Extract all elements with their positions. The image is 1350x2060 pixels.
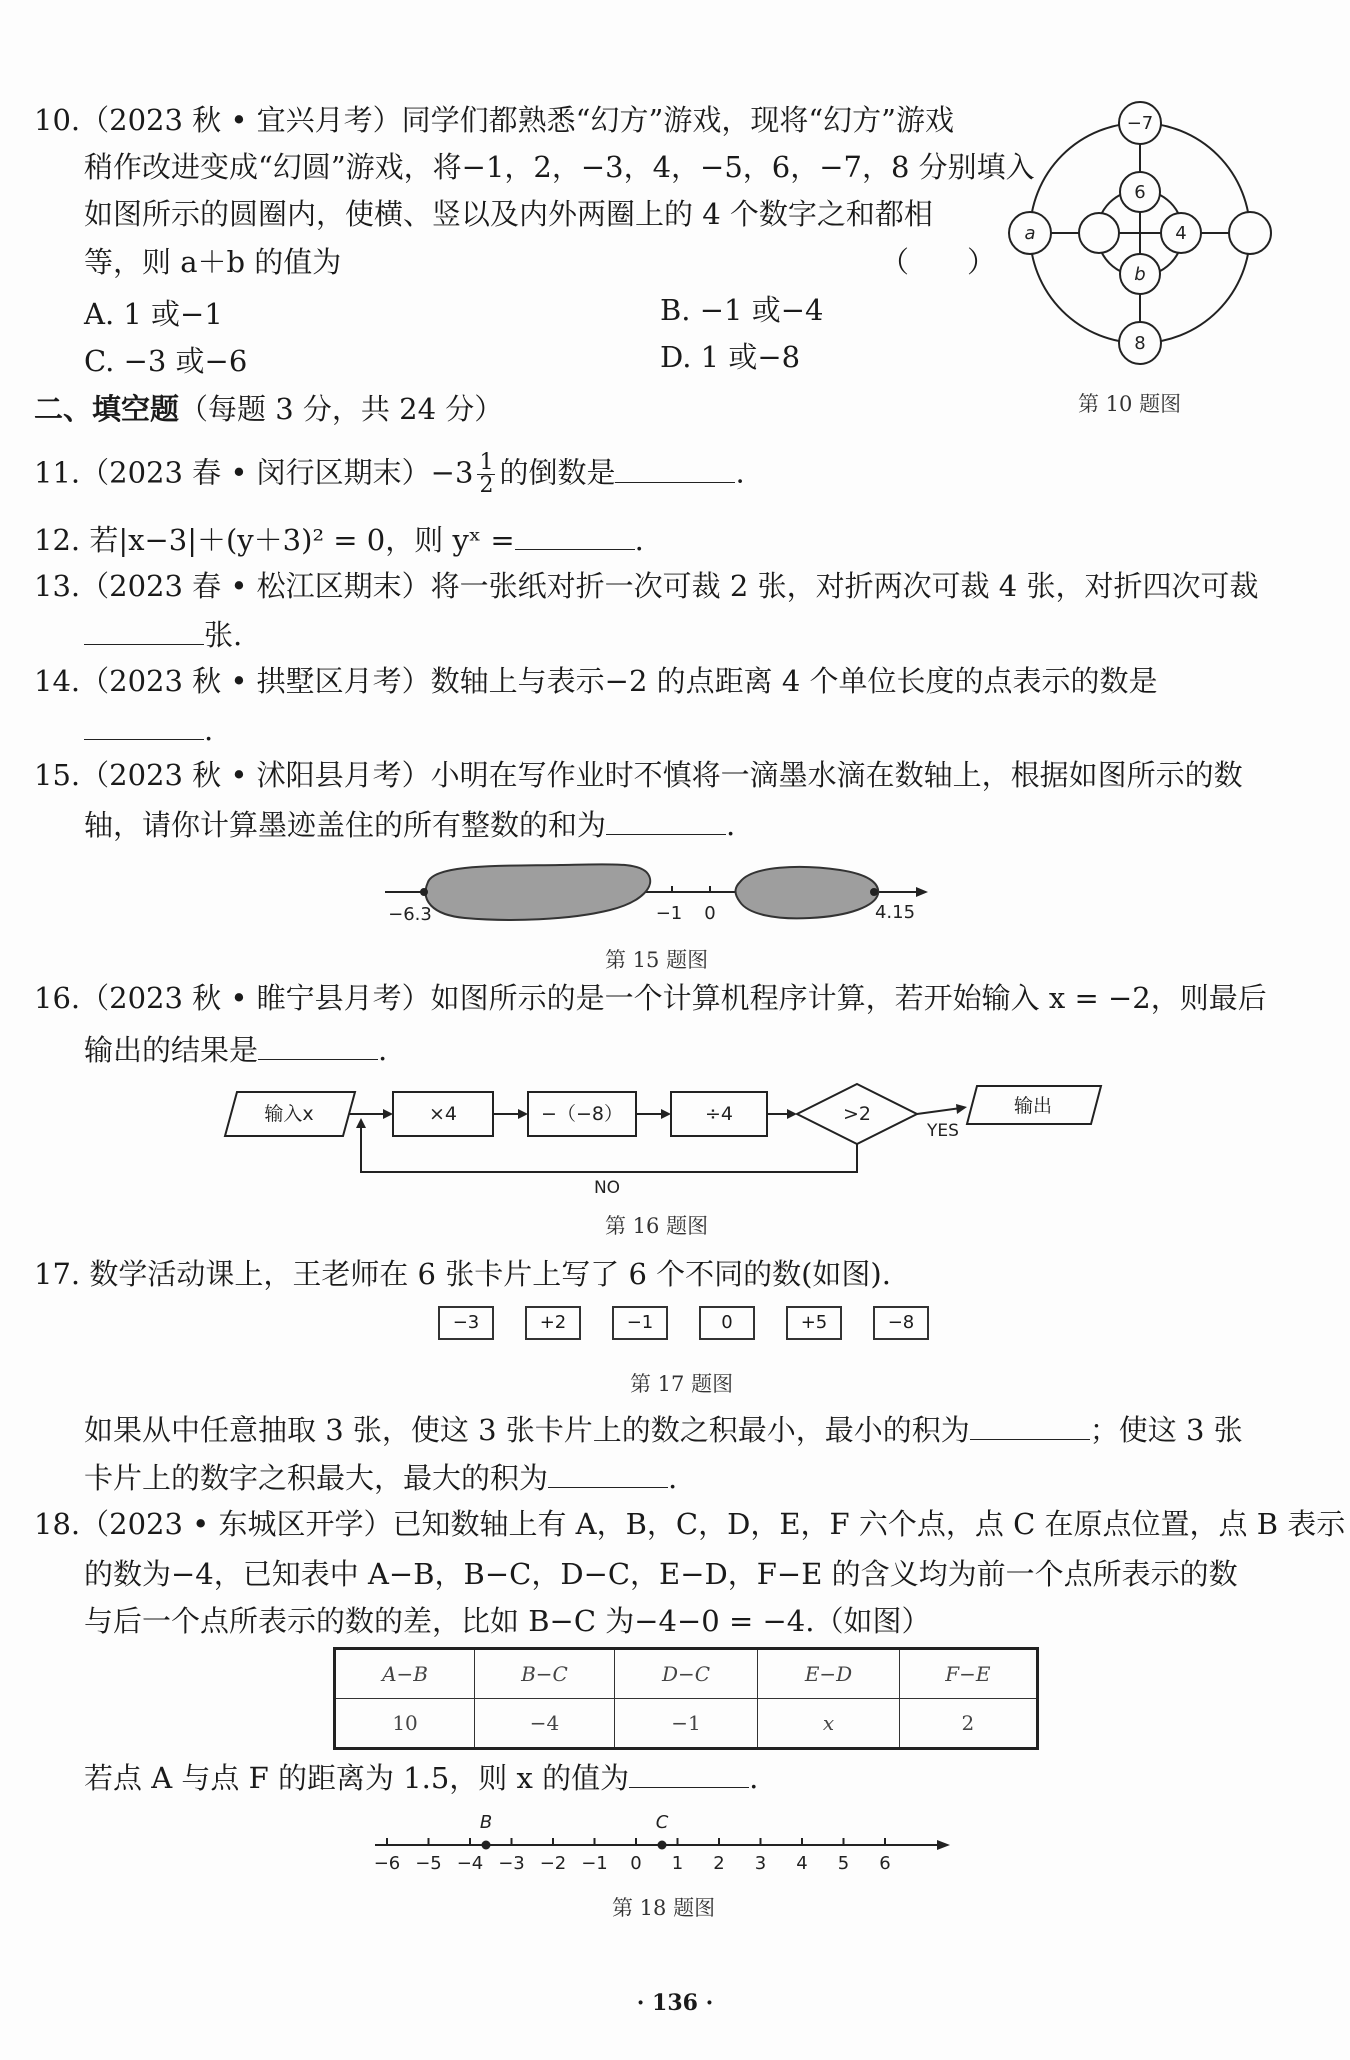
flow-step2-label: −（−8）	[541, 1103, 623, 1125]
section-note: （每题 3 分，共 24 分）	[179, 392, 504, 426]
axis-tick-label: 6	[879, 1853, 891, 1874]
q14-line-2	[84, 710, 213, 750]
ink-label-zero: 0	[704, 903, 716, 924]
flow-no-label: NO	[593, 1178, 621, 1198]
q11	[34, 452, 745, 497]
q10-option-b: B. −1 或−4	[660, 293, 824, 327]
ink-label-right: 4.15	[874, 902, 916, 923]
q10-line-3: 如图所示的圆圈内，使横、竖以及内外两圈上的 4 个数字之和都相	[84, 197, 933, 231]
q10-caption: 第 10 题图	[1078, 392, 1182, 416]
circle-bottom-label: 8	[1134, 333, 1146, 354]
q16-caption: 第 16 题图	[605, 1214, 709, 1238]
circle-top-label: −7	[1126, 113, 1154, 134]
q16-line-1: 16.（2023 秋 • 睢宁县月考）如图所示的是一个计算机程序计算，若开始输入 x = −2，则最后	[34, 981, 1267, 1015]
table-cell: 2	[899, 1699, 1037, 1749]
q10-line-4: 等，则 a＋b 的值为	[84, 245, 342, 279]
q16-text: 输出的结果是	[84, 1033, 259, 1067]
table-header-cell: E−D	[758, 1649, 900, 1699]
point-b-label: B	[479, 1812, 493, 1833]
ink-number-line	[380, 860, 940, 940]
q11-end: .	[735, 455, 745, 490]
axis-tick-label: 4	[796, 1853, 808, 1874]
axis-tick-label: 2	[713, 1853, 725, 1874]
q18-difference-table	[333, 1647, 1039, 1750]
point-c-label: C	[655, 1812, 669, 1833]
q17-end: .	[668, 1461, 678, 1495]
axis-tick-label: −5	[415, 1853, 442, 1874]
q11-frac-den: 2	[479, 473, 494, 498]
q12-answer-blank[interactable]	[515, 521, 635, 550]
q11-frac-num: 1	[479, 450, 494, 475]
q10-answer-paren: （ ）	[880, 245, 997, 279]
q10-option-d: D. 1 或−8	[660, 340, 801, 374]
table-header-cell: F−E	[899, 1649, 1037, 1699]
circle-right	[1229, 212, 1271, 254]
q17-caption: 第 17 题图	[630, 1372, 734, 1396]
axis-tick-label: −1	[581, 1853, 608, 1874]
axis-tick-label: −2	[539, 1853, 567, 1874]
q17-line-3	[84, 1458, 677, 1498]
section-title: 二、填空题	[34, 392, 180, 426]
q16-end: .	[378, 1033, 388, 1067]
q15-end: .	[726, 808, 736, 842]
q10-line-1: 10.（2023 秋 • 宜兴月考）同学们都熟悉“幻方”游戏，现将“幻方”游戏	[34, 103, 954, 137]
q18-text: 若点 A 与点 F 的距离为 1.5，则 x 的值为	[84, 1761, 630, 1795]
circle-inner-top-label: 6	[1134, 182, 1146, 203]
q18-number-line	[370, 1805, 970, 1885]
q17-text-b: ；使这 3 张	[1089, 1413, 1243, 1447]
q18-line-3: 与后一个点所表示的数的差，比如 B−C 为−4−0 = −4.（如图）	[84, 1604, 931, 1638]
q14-line-1: 14.（2023 秋 • 拱墅区月考）数轴上与表示−2 的点距离 4 个单位长度的点表示的数是	[34, 664, 1158, 698]
q12-end: .	[634, 523, 644, 557]
table-cell: −1	[614, 1699, 757, 1749]
q15-text: 轴，请你计算墨迹盖住的所有整数的和为	[84, 808, 607, 842]
axis-tick-label: −3	[498, 1853, 525, 1874]
flow-output-label: 输出	[1013, 1095, 1053, 1117]
table-cell: −4	[475, 1699, 615, 1749]
q11-suffix: 的倒数是	[499, 455, 616, 490]
q17-text-a: 如果从中任意抽取 3 张，使这 3 张卡片上的数之积最小，最小的积为	[84, 1413, 970, 1447]
program-flowchart	[215, 1080, 1115, 1200]
q13-line-1: 13.（2023 春 • 松江区期末）将一张纸对折一次可裁 2 张，对折两次可裁 4 张，对折四次可裁	[34, 569, 1259, 603]
axis-tick-label: −4	[456, 1853, 484, 1874]
circle-inner-right-label: 4	[1175, 223, 1187, 244]
q15-line-2	[84, 805, 735, 845]
q11-answer-blank[interactable]	[615, 454, 735, 483]
number-card: +5	[786, 1306, 842, 1340]
table-header-row	[335, 1649, 1038, 1699]
q14-answer-blank[interactable]	[84, 711, 204, 740]
q17-max-answer-blank[interactable]	[548, 1459, 668, 1488]
q16-answer-blank[interactable]	[258, 1031, 378, 1060]
number-card: −3	[438, 1306, 494, 1340]
flow-step1-label: ×4	[428, 1103, 458, 1125]
q12-text: 12. 若|x−3|＋(y＋3)² = 0，则 yˣ =	[34, 523, 515, 557]
flow-step3-label: ÷4	[704, 1103, 734, 1125]
q15-caption: 第 15 题图	[605, 948, 709, 972]
page-number: · 136 ·	[636, 1990, 714, 2016]
q10-option-c: C. −3 或−6	[84, 344, 248, 378]
q11-fraction	[477, 452, 495, 497]
number-card: −8	[873, 1306, 929, 1340]
q17-line-2	[84, 1410, 1243, 1450]
point-b-marker	[482, 1841, 491, 1850]
table-cell: 10	[335, 1699, 475, 1749]
number-card: 0	[699, 1306, 755, 1340]
q17-min-answer-blank[interactable]	[970, 1411, 1090, 1440]
table-header-cell: D−C	[614, 1649, 757, 1699]
q18-caption: 第 18 题图	[612, 1896, 716, 1920]
q13-suffix: 张.	[204, 618, 243, 652]
q10-option-a: A. 1 或−1	[84, 297, 223, 331]
q18-line-4	[84, 1758, 758, 1798]
circle-a-label: a	[1024, 223, 1036, 244]
table-row	[335, 1699, 1038, 1749]
q14-end: .	[204, 713, 214, 747]
q12	[34, 520, 644, 560]
q18-end: .	[749, 1761, 759, 1795]
q18-line-2: 的数为−4，已知表中 A−B，B−C，D−C，E−D，F−E 的含义均为前一个点所表示的数	[84, 1557, 1238, 1591]
q16-line-2	[84, 1030, 387, 1070]
q18-line-1: 18.（2023 • 东城区开学）已知数轴上有 A，B，C，D，E，F 六个点，点 C 在原点位置，点 B 表示	[34, 1507, 1346, 1541]
q15-answer-blank[interactable]	[606, 806, 726, 835]
q13-answer-blank[interactable]	[84, 616, 204, 645]
flow-yes-label: YES	[927, 1121, 959, 1141]
q11-prefix: 11.（2023 春 • 闵行区期末）−3	[34, 455, 474, 490]
table-header-cell: B−C	[475, 1649, 615, 1699]
table-header-cell: A−B	[335, 1649, 475, 1699]
axis-tick-label: −6	[373, 1853, 401, 1874]
axis-tick-label: 1	[671, 1853, 684, 1874]
magic-circle-figure	[1000, 95, 1290, 375]
q17-text-c: 卡片上的数字之积最大，最大的积为	[84, 1461, 549, 1495]
q18-answer-blank[interactable]	[629, 1759, 749, 1788]
number-card: +2	[525, 1306, 581, 1340]
circle-inner-left	[1079, 213, 1119, 253]
table-cell: x	[758, 1699, 900, 1749]
axis-tick-label: 5	[837, 1853, 850, 1874]
flow-condition-label: >2	[842, 1103, 872, 1125]
ink-label-neg1: −1	[655, 903, 683, 924]
q15-line-1: 15.（2023 秋 • 沭阳县月考）小明在写作业时不慎将一滴墨水滴在数轴上，根据如图所示的数	[34, 758, 1243, 792]
circle-b-label: b	[1134, 264, 1146, 285]
q17-line-1: 17. 数学活动课上，王老师在 6 张卡片上写了 6 个不同的数(如图).	[34, 1257, 891, 1291]
q10-line-2: 稍作改进变成“幻圆”游戏，将−1，2，−3，4，−5，6，−7，8 分别填入	[84, 150, 1035, 184]
number-card: −1	[612, 1306, 668, 1340]
axis-tick-label: 3	[754, 1853, 767, 1874]
q13-line-2	[84, 615, 242, 655]
ink-label-left: −6.3	[388, 904, 432, 925]
section-heading	[34, 389, 503, 429]
flow-input-label: 输入x	[264, 1103, 314, 1125]
point-c-marker	[658, 1841, 667, 1850]
axis-tick-label: 0	[630, 1853, 642, 1874]
